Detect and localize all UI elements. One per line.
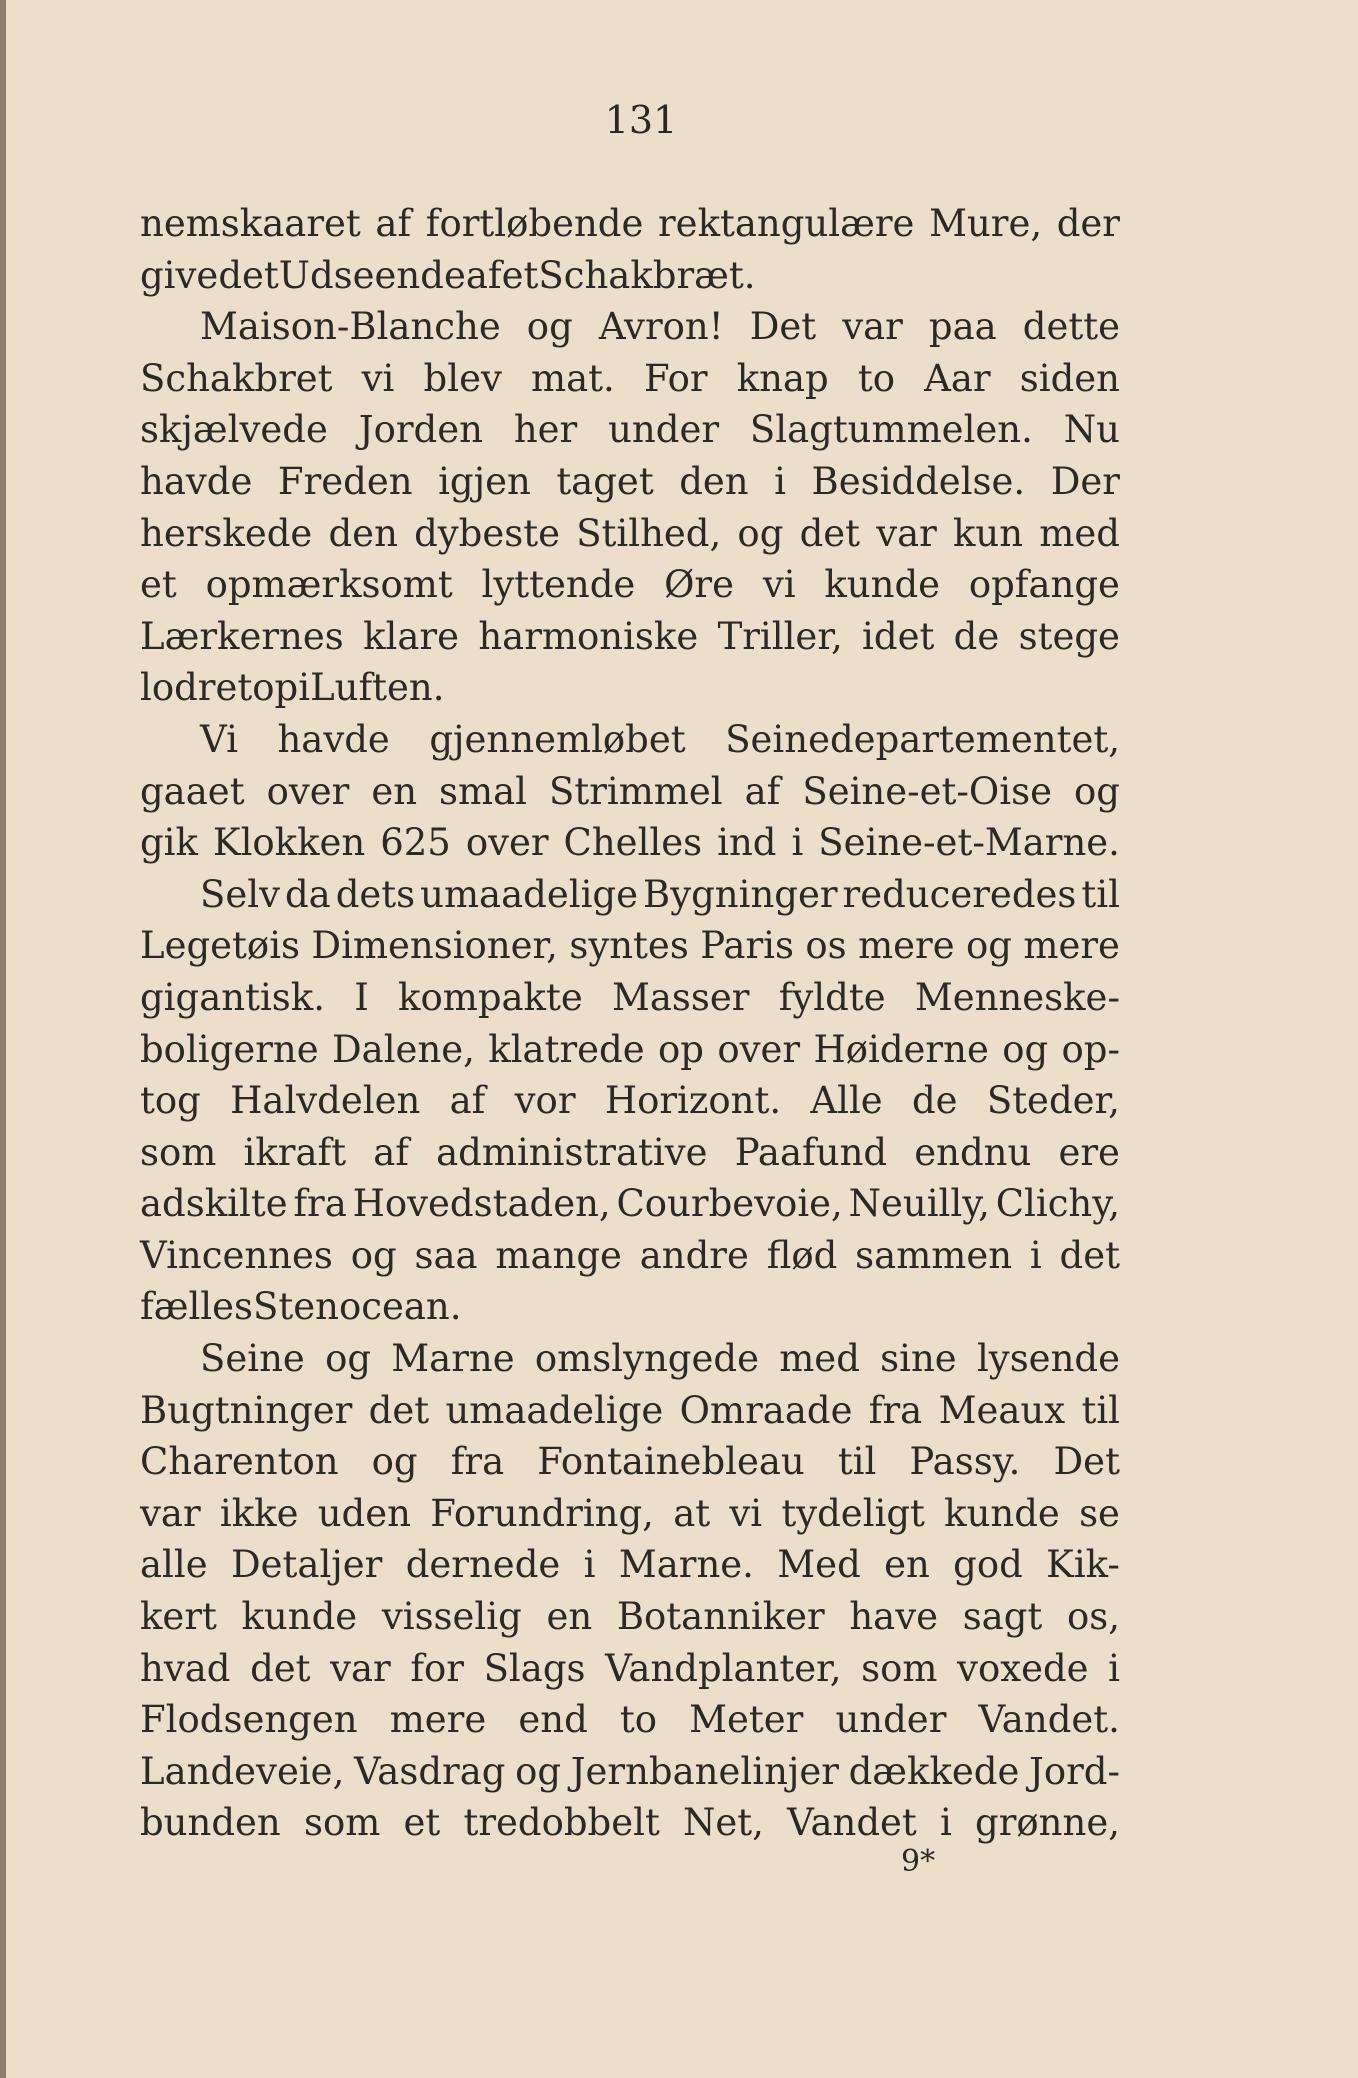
word: sine bbox=[880, 1337, 957, 1381]
word: Avron! bbox=[598, 305, 724, 349]
word: Klokken bbox=[212, 821, 366, 865]
word: ere bbox=[1058, 1130, 1120, 1174]
text-line bbox=[140, 611, 1120, 663]
word: mere bbox=[858, 924, 955, 968]
word: Slagtummelen. bbox=[749, 408, 1033, 452]
word: og bbox=[526, 305, 573, 349]
word: i bbox=[791, 821, 804, 865]
word: stege bbox=[1018, 614, 1120, 658]
word: de bbox=[911, 1079, 958, 1123]
word: en bbox=[546, 1595, 593, 1639]
word: som bbox=[303, 1801, 381, 1845]
word: Kik- bbox=[1046, 1543, 1120, 1587]
word: det bbox=[218, 253, 279, 297]
word: Der bbox=[1050, 459, 1120, 503]
word: et bbox=[501, 253, 539, 297]
word: to bbox=[619, 1698, 658, 1742]
word: Vandet. bbox=[978, 1698, 1120, 1742]
word: Schakbræt. bbox=[538, 253, 756, 297]
word: opfange bbox=[968, 563, 1120, 607]
word: det bbox=[250, 1646, 311, 1690]
word: gik bbox=[140, 821, 198, 865]
word: umaadelige bbox=[445, 1388, 664, 1432]
word: Seinedepartementet, bbox=[725, 717, 1120, 761]
word: dette bbox=[1022, 305, 1120, 349]
text-line bbox=[140, 1127, 1120, 1179]
word: vi bbox=[361, 356, 395, 400]
word: Jorden bbox=[358, 408, 483, 452]
word: med bbox=[1039, 511, 1120, 555]
word: Clichy, bbox=[995, 1182, 1120, 1226]
text-line bbox=[140, 1488, 1120, 1540]
word: i bbox=[298, 666, 311, 710]
word: Masser bbox=[611, 975, 750, 1019]
word: Øre bbox=[664, 563, 735, 607]
word: mere bbox=[1023, 924, 1120, 968]
word: til bbox=[837, 1440, 877, 1484]
text-line bbox=[140, 662, 1120, 714]
word: til bbox=[1081, 872, 1120, 916]
word: Jord- bbox=[1029, 1749, 1120, 1793]
word: mat. bbox=[531, 356, 615, 400]
word: rektangulære bbox=[657, 202, 915, 245]
text-line bbox=[140, 301, 1120, 353]
text-line bbox=[140, 817, 1120, 869]
word: og bbox=[737, 511, 784, 555]
word: harmoniske bbox=[478, 614, 699, 658]
word: var bbox=[842, 305, 903, 349]
word: sagt bbox=[962, 1595, 1043, 1639]
word: Strimmel bbox=[548, 769, 723, 813]
text-line bbox=[140, 1281, 1120, 1333]
text-line bbox=[140, 198, 1120, 250]
word: ikraft bbox=[243, 1130, 347, 1174]
word: Chelles bbox=[563, 821, 703, 865]
word: tredobbelt bbox=[463, 1801, 660, 1845]
word: lyttende bbox=[481, 563, 636, 607]
word: en bbox=[884, 1543, 930, 1587]
word: op bbox=[252, 666, 299, 710]
word: tog bbox=[140, 1079, 201, 1123]
word: kunde bbox=[241, 1595, 358, 1639]
word: over bbox=[266, 769, 350, 813]
text-line bbox=[140, 353, 1120, 405]
word: og bbox=[1073, 769, 1120, 813]
text-line bbox=[140, 404, 1120, 456]
word: Luften. bbox=[310, 666, 445, 710]
word: kun bbox=[953, 511, 1024, 555]
text-line bbox=[140, 1694, 1120, 1746]
word: paa bbox=[928, 305, 997, 349]
word: dækkede bbox=[848, 1749, 1020, 1793]
word: Mure, bbox=[929, 202, 1043, 245]
word: under bbox=[608, 408, 720, 452]
word: var bbox=[876, 511, 937, 555]
word: Paafund bbox=[734, 1130, 888, 1174]
word: og bbox=[966, 924, 1012, 968]
word: gaaet bbox=[140, 769, 245, 813]
word: Dimensioner, bbox=[311, 924, 558, 968]
word: knap bbox=[736, 356, 829, 400]
word: kunde bbox=[944, 1491, 1060, 1535]
word: fyldte bbox=[778, 975, 886, 1019]
word: Vandet bbox=[787, 1801, 917, 1845]
word: Vasdrag bbox=[353, 1749, 506, 1793]
word: Maison-Blanche bbox=[200, 305, 501, 349]
text-line bbox=[140, 1436, 1120, 1488]
word: grønne, bbox=[975, 1801, 1120, 1845]
word: endnu bbox=[914, 1130, 1032, 1174]
word: administrative bbox=[436, 1130, 708, 1174]
word: sammen bbox=[855, 1233, 1013, 1277]
word: kert bbox=[140, 1595, 217, 1639]
word: fra bbox=[868, 1388, 923, 1432]
text-line bbox=[140, 1539, 1120, 1591]
word: visselig bbox=[381, 1595, 522, 1639]
text-line bbox=[140, 920, 1120, 972]
word: et bbox=[403, 1801, 441, 1845]
word: af bbox=[449, 1079, 486, 1123]
word: og bbox=[371, 1440, 418, 1484]
text-line bbox=[140, 1230, 1120, 1282]
word: skjælvede bbox=[140, 408, 328, 452]
body-text bbox=[140, 198, 1120, 1849]
word: over bbox=[465, 821, 549, 865]
word: hvad bbox=[140, 1646, 231, 1690]
word: vor bbox=[514, 1079, 576, 1123]
text-line bbox=[140, 559, 1120, 611]
word: Vandplanter, bbox=[605, 1646, 842, 1690]
word: dybeste bbox=[414, 511, 561, 555]
word: Stenocean. bbox=[253, 1285, 462, 1329]
word: end bbox=[518, 1698, 588, 1742]
signature-mark: 9* bbox=[901, 1844, 936, 1879]
word: op- bbox=[1061, 1027, 1120, 1071]
word: give bbox=[140, 253, 219, 297]
word: var bbox=[140, 1491, 201, 1535]
word: i bbox=[1108, 1646, 1120, 1690]
word: lysende bbox=[976, 1337, 1120, 1381]
word: i bbox=[583, 1543, 596, 1587]
word: Seine-et-Marne. bbox=[818, 821, 1120, 865]
word: Hovedstaden, bbox=[352, 1182, 611, 1226]
word: Bugtninger bbox=[140, 1388, 353, 1432]
word: os, bbox=[1066, 1595, 1120, 1639]
text-line bbox=[140, 1797, 1120, 1849]
word: ind bbox=[717, 821, 777, 865]
word: under bbox=[835, 1698, 947, 1742]
word: adskilte bbox=[140, 1182, 288, 1226]
word: et bbox=[140, 563, 177, 607]
word: Charenton bbox=[140, 1440, 339, 1484]
word: Udseende bbox=[278, 253, 466, 297]
word: Selv bbox=[200, 872, 280, 916]
word: I bbox=[354, 975, 369, 1019]
word: lodret bbox=[140, 666, 253, 710]
word: dernede bbox=[405, 1543, 561, 1587]
word: den bbox=[328, 511, 398, 555]
word: Omraade bbox=[679, 1388, 853, 1432]
text-line bbox=[140, 1333, 1120, 1385]
word: Landeveie, bbox=[140, 1749, 345, 1793]
word: Legetøis bbox=[140, 924, 301, 968]
word: idet bbox=[862, 614, 935, 658]
word: Med bbox=[777, 1543, 861, 1587]
word: her bbox=[513, 408, 578, 452]
word: af bbox=[375, 202, 412, 245]
word: det bbox=[799, 511, 861, 555]
word: siden bbox=[1019, 356, 1120, 400]
word: og bbox=[515, 1749, 562, 1793]
text-line bbox=[140, 508, 1120, 560]
word: over bbox=[717, 1027, 801, 1071]
word: som bbox=[861, 1646, 938, 1690]
word: med bbox=[779, 1337, 860, 1381]
word: smal bbox=[439, 769, 527, 813]
text-line bbox=[140, 1591, 1120, 1643]
page-number: 131 bbox=[604, 98, 678, 142]
word: alle bbox=[140, 1543, 208, 1587]
word: den bbox=[679, 459, 749, 503]
word: og bbox=[325, 1337, 372, 1381]
word: var bbox=[330, 1646, 391, 1690]
text-line bbox=[140, 1075, 1120, 1127]
word: Neuilly, bbox=[848, 1182, 990, 1226]
word: som bbox=[140, 1130, 217, 1174]
word: dets bbox=[335, 872, 416, 916]
word: fælles bbox=[140, 1285, 254, 1329]
word: Schakbret bbox=[140, 356, 333, 400]
word: da bbox=[284, 872, 331, 916]
word: Halvdelen bbox=[230, 1079, 421, 1123]
word: der bbox=[1056, 202, 1120, 245]
word: Botanniker bbox=[616, 1595, 825, 1639]
word: i bbox=[1029, 1233, 1042, 1277]
word: til bbox=[1081, 1388, 1120, 1432]
text-line bbox=[140, 456, 1120, 508]
word: af bbox=[465, 253, 502, 297]
word: uden bbox=[317, 1491, 411, 1535]
word: bunden bbox=[140, 1801, 281, 1845]
word: Meter bbox=[689, 1698, 804, 1742]
word: Horizont. bbox=[604, 1079, 782, 1123]
word: taget bbox=[556, 459, 654, 503]
word: i bbox=[774, 459, 786, 503]
word: gjennemløbet bbox=[429, 717, 686, 761]
word: tydeligt bbox=[781, 1491, 925, 1535]
word: og bbox=[1002, 1027, 1049, 1071]
text-line bbox=[140, 1643, 1120, 1695]
word: opmærksomt bbox=[205, 563, 453, 607]
word: havde bbox=[277, 717, 390, 761]
word: herskede bbox=[140, 511, 313, 555]
word: Lærkernes bbox=[140, 614, 344, 658]
word: 625 bbox=[380, 821, 451, 865]
word: reduceredes bbox=[842, 872, 1077, 916]
word: havde bbox=[140, 459, 253, 503]
word: Triller, bbox=[717, 614, 843, 658]
word: For bbox=[643, 356, 708, 400]
word: Courbevoie, bbox=[616, 1182, 843, 1226]
word: to bbox=[857, 356, 895, 400]
word: Det bbox=[1053, 1440, 1120, 1484]
word: Dalene, bbox=[331, 1027, 475, 1071]
word: flød bbox=[766, 1233, 838, 1277]
word: det bbox=[368, 1388, 430, 1432]
word: Menneske- bbox=[914, 975, 1120, 1019]
text-line bbox=[140, 1385, 1120, 1437]
word: i bbox=[939, 1801, 952, 1845]
word: af bbox=[373, 1130, 409, 1174]
text-line bbox=[140, 250, 1120, 302]
word: nemskaaret bbox=[140, 202, 361, 245]
word: mere bbox=[389, 1698, 487, 1742]
word: Paris bbox=[700, 924, 795, 968]
word: Seine-et-Oise bbox=[802, 769, 1052, 813]
word: voxede bbox=[957, 1646, 1089, 1690]
text-line bbox=[140, 869, 1120, 921]
word: Aar bbox=[924, 356, 991, 400]
word: op bbox=[658, 1027, 704, 1071]
word: Besiddelse. bbox=[811, 459, 1026, 503]
word: fra bbox=[293, 1182, 347, 1226]
text-line bbox=[140, 1746, 1120, 1798]
word: Meaux bbox=[938, 1388, 1066, 1432]
word: Det bbox=[749, 305, 817, 349]
word: en bbox=[371, 769, 418, 813]
word: omslyngede bbox=[534, 1337, 759, 1381]
word: kunde bbox=[824, 563, 941, 607]
word: Marne. bbox=[618, 1543, 754, 1587]
word: Vi bbox=[200, 717, 238, 761]
text-line bbox=[140, 1178, 1120, 1230]
word: umaadelige bbox=[420, 872, 639, 916]
word: fra bbox=[450, 1440, 505, 1484]
word: de bbox=[953, 614, 1000, 658]
word: for bbox=[410, 1646, 464, 1690]
word: Steder, bbox=[986, 1079, 1120, 1123]
word: af bbox=[744, 769, 781, 813]
word: os bbox=[805, 924, 847, 968]
word: Seine bbox=[200, 1337, 305, 1381]
word: igjen bbox=[438, 459, 531, 503]
word: mange bbox=[495, 1233, 622, 1277]
word: fortløbende bbox=[425, 202, 644, 245]
word: Stilhed, bbox=[576, 511, 722, 555]
word: Forundring, bbox=[430, 1491, 654, 1535]
word: Alle bbox=[810, 1079, 883, 1123]
word: Nu bbox=[1063, 408, 1120, 452]
word: vi bbox=[762, 563, 796, 607]
word: blev bbox=[423, 356, 502, 400]
word: Jernbanelinjer bbox=[570, 1749, 839, 1793]
word: have bbox=[849, 1595, 939, 1639]
word: og bbox=[350, 1233, 397, 1277]
word: Bygninger bbox=[643, 872, 838, 916]
word: Passy. bbox=[909, 1440, 1021, 1484]
word: Vincennes bbox=[140, 1233, 333, 1277]
word: boligerne bbox=[140, 1027, 319, 1071]
text-line bbox=[140, 766, 1120, 818]
word: klare bbox=[363, 614, 459, 658]
word: Marne bbox=[391, 1337, 515, 1381]
text-line bbox=[140, 972, 1120, 1024]
word: Freden bbox=[277, 459, 413, 503]
word: Net, bbox=[683, 1801, 764, 1845]
word: klatrede bbox=[488, 1027, 645, 1071]
word: god bbox=[953, 1543, 1023, 1587]
word: syntes bbox=[569, 924, 689, 968]
word: saa bbox=[414, 1233, 478, 1277]
word: Slags bbox=[483, 1646, 586, 1690]
word: se bbox=[1079, 1491, 1120, 1535]
text-line bbox=[140, 714, 1120, 766]
word: Detaljer bbox=[230, 1543, 383, 1587]
word: at bbox=[673, 1491, 711, 1535]
word: gigantisk. bbox=[140, 975, 325, 1019]
text-line bbox=[140, 1024, 1120, 1076]
word: Flodsengen bbox=[140, 1698, 358, 1742]
word: det bbox=[1059, 1233, 1120, 1277]
word: vi bbox=[729, 1491, 763, 1535]
word: Høiderne bbox=[813, 1027, 989, 1071]
word: kompakte bbox=[398, 975, 583, 1019]
word: ikke bbox=[219, 1491, 299, 1535]
word: andre bbox=[639, 1233, 749, 1277]
word: Fontainebleau bbox=[537, 1440, 805, 1484]
